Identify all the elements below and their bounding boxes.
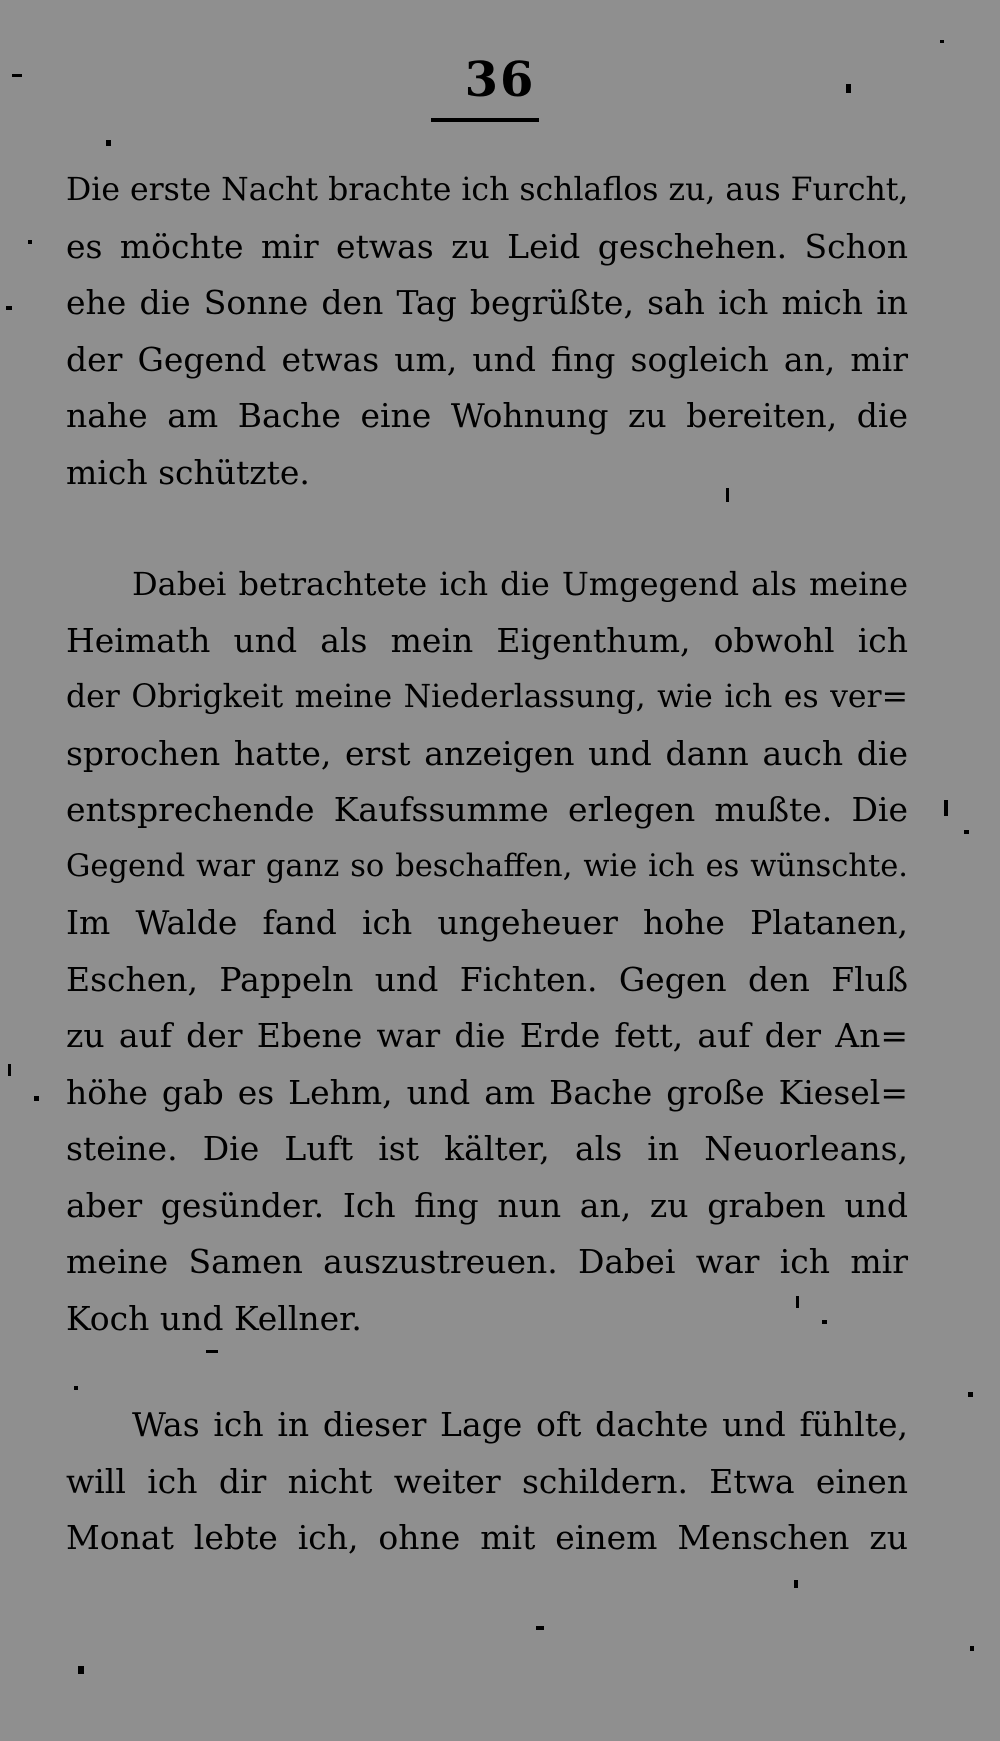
scan-speck xyxy=(726,488,729,502)
text-line: der Obrigkeit meine Niederlassung, wie ich es ver= xyxy=(66,679,908,715)
text-line: meine Samen auszustreuen. Dabei war ich mir xyxy=(66,1242,908,1281)
page-number-rule xyxy=(431,118,539,122)
scan-speck xyxy=(74,1386,78,1390)
text-line: nahe am Bache eine Wohnung zu bereiten, die xyxy=(66,396,908,435)
text-line: Dabei betrachtete ich die Umgegend als meine xyxy=(132,565,908,603)
scan-speck xyxy=(206,1350,218,1353)
scan-speck xyxy=(78,1666,84,1674)
text-line: aber gesünder. Ich fing nun an, zu graben und xyxy=(66,1185,908,1225)
text-line: ehe die Sonne den Tag begrüßte, sah ich mich in xyxy=(66,283,908,322)
text-line: Die erste Nacht brachte ich schlaflos zu, aus Furcht, xyxy=(66,172,909,208)
scan-speck xyxy=(6,306,12,310)
text-line: Was ich in dieser Lage oft dachte und fühlte, xyxy=(132,1405,908,1444)
scan-speck xyxy=(536,1626,544,1630)
scan-speck xyxy=(846,84,851,93)
scan-speck xyxy=(968,1392,973,1397)
text-line: zu auf der Ebene war die Erde fett, auf der An= xyxy=(66,1016,908,1055)
text-line: sprochen hatte, erst anzeigen und dann auch die xyxy=(66,733,908,773)
scan-speck xyxy=(794,1580,798,1588)
scan-speck xyxy=(796,1296,799,1308)
scan-speck xyxy=(34,1096,39,1101)
text-line: höhe gab es Lehm, und am Bache große Kiesel= xyxy=(66,1072,908,1112)
text-line: steine. Die Luft ist kälter, als in Neuorleans, xyxy=(66,1129,908,1168)
text-line: Heimath und als mein Eigenthum, obwohl ich xyxy=(66,620,908,660)
scan-speck xyxy=(28,240,32,244)
text-line: Im Walde fand ich ungeheuer hohe Platanen, xyxy=(66,903,908,942)
scan-speck xyxy=(964,830,969,834)
scan-speck xyxy=(970,1646,974,1651)
text-line: Gegend war ganz so beschaffen, wie ich es wünschte. xyxy=(66,848,908,884)
text-line: will ich dir nicht weiter schildern. Etwa einen xyxy=(66,1461,908,1501)
page-number: 36 xyxy=(464,52,536,108)
text-line: es möchte mir etwas zu Leid geschehen. Schon xyxy=(66,226,908,266)
paragraph-2 xyxy=(66,556,908,1347)
text-line: der Gegend etwas um, und fing sogleich an, mir xyxy=(66,339,908,379)
text-line: Koch und Kellner. xyxy=(66,1298,362,1338)
text-line: entsprechende Kaufssumme erlegen mußte. Die xyxy=(66,790,908,829)
scan-speck xyxy=(8,1064,11,1076)
paragraph-3 xyxy=(66,1397,908,1567)
text-line: Eschen, Pappeln und Fichten. Gegen den Fluß xyxy=(66,959,908,999)
scan-speck xyxy=(822,1320,827,1324)
scan-speck xyxy=(12,74,22,77)
scan-speck xyxy=(944,800,948,816)
scan-speck xyxy=(940,40,944,43)
paragraph-1 xyxy=(66,162,908,501)
text-line: Monat lebte ich, ohne mit einem Menschen zu xyxy=(66,1518,908,1557)
text-line: mich schützte. xyxy=(66,452,310,492)
scan-speck xyxy=(106,140,111,146)
